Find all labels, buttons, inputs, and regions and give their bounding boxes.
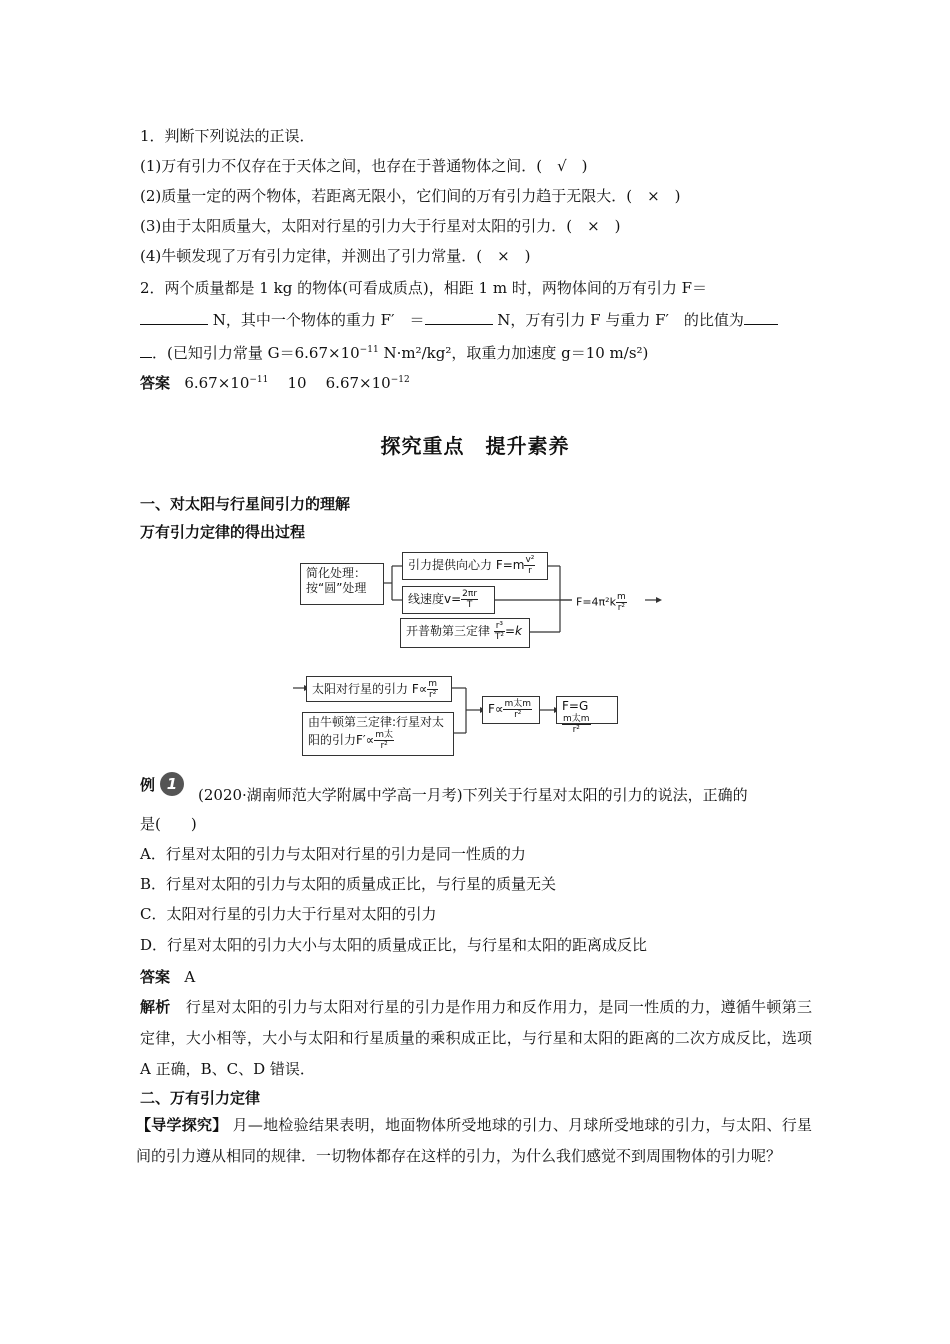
part1-title: 一、对太阳与行星间引力的理解	[140, 495, 351, 513]
example-answer: 答案 A	[140, 968, 196, 986]
example-number-badge: 1	[160, 772, 184, 796]
option-d: D．行星对太阳的引力大小与太阳的质量成正比，与行星和太阳的距离成反比	[140, 936, 648, 954]
example-stem-2: 是( )	[140, 815, 197, 833]
box-newton3: 由牛顿第三定律:行星对太 阳的引力F′∝ $\frac{\text{m太}}{\text{r²}}$	[302, 712, 454, 756]
option-a: A．行星对太阳的引力与太阳对行星的引力是同一性质的力	[140, 845, 526, 863]
q1-item-1: (1)万有引力不仅存在于天体之间，也存在于普通物体之间．( √ )	[140, 157, 588, 175]
q1-item-4: (4)牛顿发现了万有引力定律，并测出了引力常量．( × )	[140, 247, 531, 265]
q2-line-2: N，其中一个物体的重力 F′ ＝ N，万有引力 F 与重力 F′ 的比值为	[140, 310, 778, 330]
q2-line-1: 2．两个质量都是 1 kg 的物体(可看成质点)，相距 1 m 时，两物体间的万有引力 F＝	[140, 279, 708, 297]
q1-item-2: (2)质量一定的两个物体，若距离无限小，它们间的万有引力趋于无限大．( × )	[140, 187, 681, 205]
box-sun-on-planet: 太阳对行星的引力 F∝ $\frac{m}{\text{r²}}$	[306, 676, 452, 702]
box-centripetal: 引力提供向心力 F=m $\frac{\text{v²}}{r}$	[402, 552, 548, 580]
q2-line-3: ．(已知引力常量 $G=6.67\times 10^{-11}$ N·m²/kg²，取重力加速度 g＝10 m/s²)	[140, 340, 648, 363]
box-simplify: 简化处理： 按“圆”处理	[300, 563, 384, 605]
section-title: 探究重点 提升素养	[380, 434, 570, 458]
box-f-prop: F∝ $\frac{\text{m太m}}{\text{r²}}$	[482, 696, 540, 724]
q1-item-3: (3)由于太阳质量大，太阳对行星的引力大于行星对太阳的引力．( × )	[140, 217, 621, 235]
q2-answer: 答案 $6.67\times 10^{-11}$ 10 $6.67\times 10^{-12}$	[140, 374, 410, 392]
guide-paragraph: 【导学探究】 月—地检验结果表明，地面物体所受地球的引力、月球所受地球的引力，与太阳、行星间的引力遵从相同的规律．一切物体都存在这样的引力，为什么我们感觉不到周围物体的引力呢？	[136, 1116, 812, 1165]
box-kepler: 开普勒第三定律 $\frac{\text{r³}}{\text{T²}}$ =k	[400, 618, 530, 648]
formula-f-result: F=4π²k $\frac{m}{\text{r²}}$	[576, 592, 626, 613]
option-c: C．太阳对行星的引力大于行星对太阳的引力	[140, 905, 437, 923]
part2-title: 二、万有引力定律	[140, 1089, 261, 1107]
option-b: B．行星对太阳的引力与太阳的质量成正比，与行星的质量无关	[140, 875, 557, 893]
box-speed: 线速度v= $\frac{2\pi r}{T}$	[402, 586, 495, 614]
example-analysis: 解析 行星对太阳的引力与太阳对行星的引力是作用力和反作用力，是同一性质的力，遵循牛顿第三定律，大小相等，大小与太阳和行星质量的乘积成正比，与行星和太阳的距离的二次方成反比，选项 A 正确，B、C、D 错误．	[140, 998, 812, 1078]
part1-subtitle: 万有引力定律的得出过程	[140, 523, 306, 541]
example-stem: (2020·湖南师范大学附属中学高一月考)下列关于行星对太阳的引力的说法，正确的	[198, 786, 748, 804]
box-f-final: F=G $\frac{\text{m太m}}{\text{r²}}$	[556, 696, 618, 724]
q1-title: 1．判断下列说法的正误．	[140, 127, 315, 145]
example-label: 例	[140, 776, 156, 794]
